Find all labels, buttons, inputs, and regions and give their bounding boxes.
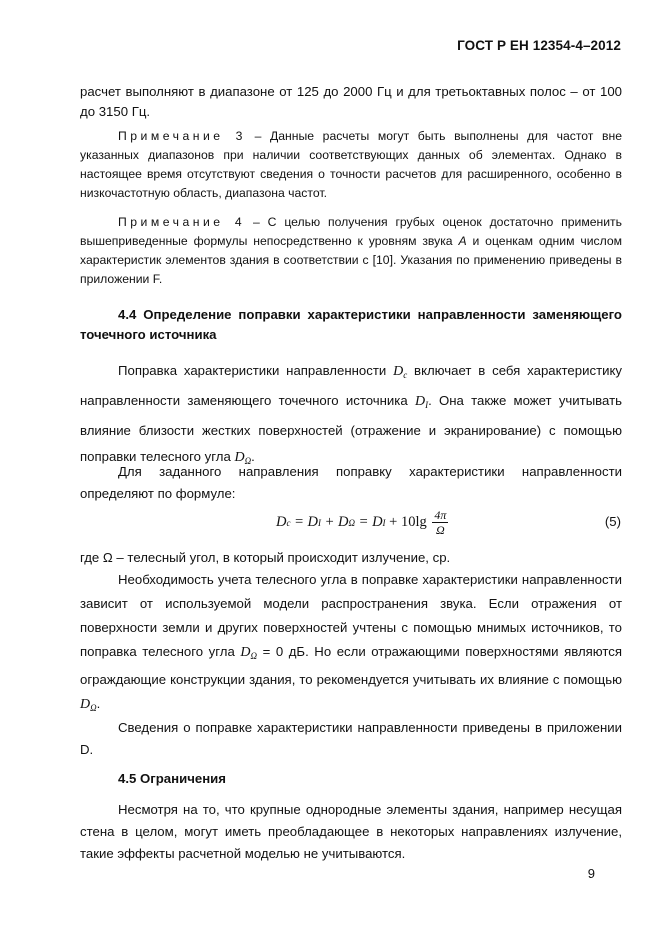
symbol-domega: $D_\Omega$	[80, 697, 97, 713]
note-4-text-a: – С целью получения грубых оценок достаточно применить вышеприведенные формулы непосредственно к уровням звука	[80, 215, 622, 248]
note-3	[80, 127, 622, 203]
text-run: Необходимость учета телесного угла в поправке характеристики направленности зависит от используемой модели распространения звука. Если отражения от поверхности земли и других поверхностей учтены с помощью мнимых источников, то поправка телесного угла	[80, 572, 622, 659]
symbol-di: $D_I$	[414, 394, 429, 410]
section-4-4-para-4: Сведения о поправке характеристики направленности приведены в приложении D.	[80, 720, 622, 757]
section-4-4-para-3: Необходимость учета телесного угла в поправке характеристики направленности зависит от используемой модели распространения звука. Если отражения от поверхности земли и других поверхностей учтены с помощью мнимых источников, то поправка телесного угла $D_\Omega = 0$ дБ. Но если отражающими поверхностями являются ограждающие конструкции здания, то рекомендуется учитывать их влияние с помощью $D_\Omega$.	[80, 572, 623, 713]
document-header: ГОСТ Р ЕН 12354-4–2012	[457, 38, 621, 53]
note-3-text: – Данные расчеты могут быть выполнены для частот вне указанных диапазонов при наличии соответствующих данных об элементах. Однако в настоящее время отсутствуют сведения о точности расчетов для расширенного, особенно в низкочастотную область, диапазона частот.	[80, 129, 622, 200]
note-4-label: Примечание 4	[118, 215, 246, 229]
equation-number: (5)	[604, 514, 621, 529]
section-4-5-para-1: Несмотря на то, что крупные однородные элементы здания, например несущая стена в целом, могут иметь преобладающее в некоторых направлениях излучение, такие эффекты расчетной моделью не учитываются.	[80, 802, 622, 861]
formula-fraction: $\frac{4\pi}{\Omega}$	[434, 508, 447, 537]
symbol-domega: $D_\Omega$	[234, 450, 252, 466]
section-4-4-title: 4.4 Определение поправки характеристики направленности заменяющего точечного источника	[80, 307, 622, 342]
page-number: 9	[587, 866, 595, 881]
text-run: включает в себя характеристику направленности заменяющего точечного источника	[80, 363, 622, 408]
note-3-label: Примечание 3	[118, 129, 246, 143]
symbol-domega: $D_\Omega$	[240, 645, 258, 661]
note-4-var: А	[458, 234, 467, 248]
text-run: Поправка характеристики направленности	[118, 363, 394, 378]
where-clause: где Ω – телесный угол, в который происходит излучение, ср.	[80, 550, 451, 565]
section-4-5-title: 4.5 Ограничения	[118, 771, 226, 786]
intro-paragraph: расчет выполняют в диапазоне от 125 до 2000 Гц и для третьоктавных полос – от 100 до 3150 Гц.	[80, 84, 622, 119]
symbol-dc: $D_c$	[393, 364, 408, 380]
text-run: . Она также может учитывать влияние близости жестких поверхностей (отражение и экранирование) с помощью поправки телесного угла	[80, 393, 622, 464]
text-run: = 0 дБ. Но если отражающими поверхностями являются ограждающие конструкции здания, то рекомендуется учитывать их влияние с помощью	[80, 644, 623, 687]
formula-5: D c = D I + D Ω = D I + 10lg $\frac{4\pi}{\Omega}$	[276, 508, 447, 537]
section-4-4-para-2: Для заданного направления поправку характеристики направленности определяют по формуле:	[80, 464, 622, 501]
note-4-text-b: и оценкам одним числом характеристик элементов здания в соответствии с [10]. Указания по применению приведены в приложении F.	[80, 234, 623, 286]
note-4	[80, 213, 622, 289]
section-4-4-para-1: Поправка характеристики направленности $D_c$ включает в себя характеристику направленности заменяющего точечного источника $D_I$. Она также может учитывать влияние близости жестких поверхностей (отражение и экранирование) с помощью поправки телесного угла $D_\Omega$.	[80, 363, 622, 466]
